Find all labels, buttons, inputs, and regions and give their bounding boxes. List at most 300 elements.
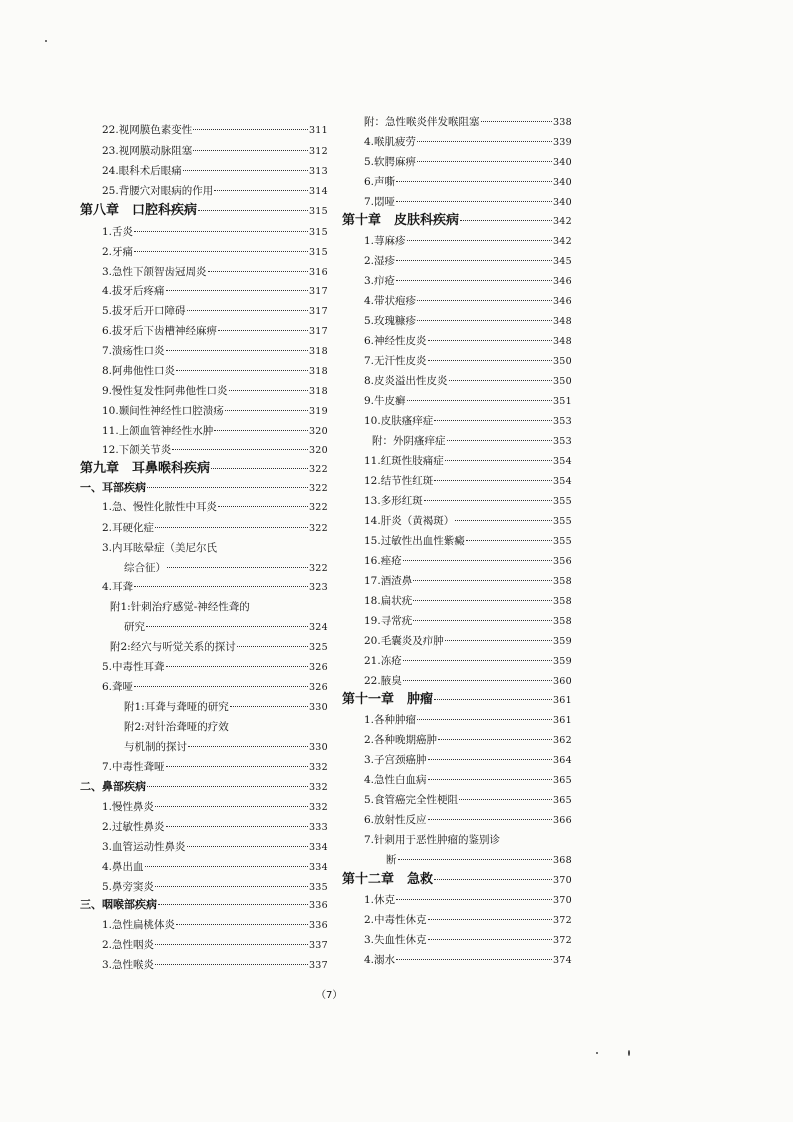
toc-page-number: 358 — [552, 576, 572, 587]
toc-entry-title: 10.皮肤瘙痒症 — [364, 415, 434, 427]
toc-entry-title: 第十一章 肿瘤 — [342, 692, 434, 707]
toc-entry — [342, 933, 572, 948]
toc-page-number: 320 — [308, 426, 328, 437]
toc-dot-leader — [166, 666, 308, 667]
toc-entry-title: 23.视网膜动脉阻塞 — [102, 145, 193, 157]
toc-dot-leader — [417, 719, 552, 720]
toc-entry-title: 3.内耳眩晕症（美尼尔氏 — [102, 542, 218, 554]
toc-dot-leader — [193, 150, 308, 151]
toc-page-number: 318 — [308, 346, 328, 357]
toc-dot-leader — [407, 240, 552, 241]
toc-page-number: 332 — [308, 782, 328, 793]
toc-page-number: 350 — [552, 356, 572, 367]
toc-dot-leader — [158, 904, 308, 905]
toc-page-number: 322 — [308, 523, 328, 534]
toc-entry-title: 24.眼科术后眼痛 — [102, 165, 182, 177]
toc-entry-title: 4.带状疱疹 — [364, 295, 417, 307]
toc-page-number: 356 — [552, 556, 572, 567]
toc-entry — [342, 913, 572, 928]
toc-entry-title: 附1:耳聋与聋哑的研究 — [124, 701, 229, 713]
toc-entry-title: 19.寻常疣 — [364, 615, 413, 627]
toc-entry — [80, 324, 328, 339]
toc-dot-leader — [428, 939, 552, 940]
toc-entry-title: 2.急性咽炎 — [102, 939, 155, 951]
toc-entry — [80, 840, 328, 855]
toc-page-number: 353 — [552, 416, 572, 427]
toc-entry-title: 1.舌炎 — [102, 226, 134, 238]
toc-entry — [80, 938, 328, 953]
toc-entry-title: 综合征） — [124, 562, 166, 574]
toc-entry-title: 5.鼻旁窦炎 — [102, 881, 155, 893]
toc-entry-title: 6.放射性反应 — [364, 814, 427, 826]
toc-entry — [342, 793, 572, 808]
toc-entry — [80, 184, 328, 199]
toc-entry-title: 18.扁状疣 — [364, 595, 413, 607]
toc-entry-title: 1.慢性鼻炎 — [102, 801, 155, 813]
toc-entry-title: 7.溃疡性口炎 — [102, 345, 165, 357]
toc-dot-leader — [428, 919, 552, 920]
toc-page-number: 330 — [308, 742, 328, 753]
toc-entry-title: 第十二章 急救 — [342, 872, 434, 887]
toc-entry-title: 21.冻疮 — [364, 655, 402, 667]
toc-page-number: 311 — [308, 125, 328, 136]
toc-dot-leader — [424, 500, 552, 501]
toc-entry — [80, 580, 328, 595]
toc-page-number: 326 — [308, 662, 328, 673]
toc-dot-leader — [167, 567, 308, 568]
toc-entry — [342, 733, 572, 748]
toc-page-number: 315 — [308, 227, 328, 238]
toc-entry-title: 11.红斑性肢痛症 — [364, 455, 444, 467]
toc-entry-title: 4.鼻出血 — [102, 861, 144, 873]
toc-entry-title: 7.针刺用于恶性肿瘤的鉴别诊 — [364, 834, 501, 846]
toc-dot-leader — [147, 786, 308, 787]
toc-dot-leader — [155, 944, 308, 945]
toc-entry — [80, 760, 328, 775]
toc-entry — [80, 820, 328, 835]
toc-entry — [80, 660, 328, 675]
toc-dot-leader — [134, 586, 308, 587]
toc-entry — [342, 813, 572, 828]
toc-entry-title: 6.声嘶 — [364, 176, 396, 188]
toc-dot-leader — [413, 620, 552, 621]
toc-page-number: 372 — [552, 915, 572, 926]
toc-page-number: 345 — [552, 256, 572, 267]
toc-entry-title: 附2:经穴与听觉关系的探讨 — [110, 641, 236, 653]
toc-entry-title: 断 — [386, 854, 397, 866]
toc-entry — [342, 274, 572, 289]
toc-entry — [80, 123, 328, 138]
toc-dot-leader — [172, 449, 308, 450]
toc-dot-leader — [188, 746, 308, 747]
toc-entry — [342, 334, 572, 349]
toc-entry — [342, 115, 572, 130]
toc-dot-leader — [396, 899, 552, 900]
toc-dot-leader — [466, 540, 552, 541]
toc-entry-title: 4.溺水 — [364, 954, 396, 966]
toc-entry — [342, 175, 572, 190]
toc-dot-leader — [403, 660, 552, 661]
scan-speck — [45, 40, 47, 42]
toc-page-number: 316 — [308, 267, 328, 278]
toc-page-number: 335 — [308, 882, 328, 893]
toc-entry — [80, 500, 328, 515]
toc-entry — [80, 600, 328, 614]
toc-entry — [80, 144, 328, 159]
toc-entry-title: 3.疖疮 — [364, 275, 396, 287]
toc-entry — [342, 674, 572, 689]
toc-dot-leader — [417, 161, 552, 162]
toc-dot-leader — [396, 260, 552, 261]
toc-page-number: 342 — [552, 216, 572, 227]
toc-entry-title: 11.上颌血管神经性水肿 — [102, 425, 214, 437]
toc-dot-leader — [176, 370, 308, 371]
toc-dot-leader — [481, 121, 552, 122]
toc-dot-leader — [398, 859, 552, 860]
toc-entry-title: 第八章 口腔科疾病 — [80, 203, 198, 218]
toc-entry-title: 4.耳聋 — [102, 581, 134, 593]
toc-entry — [80, 880, 328, 895]
toc-entry-title: 第九章 耳鼻喉科疾病 — [80, 461, 211, 476]
toc-entry-title: 8.阿弗他性口炎 — [102, 365, 176, 377]
toc-dot-leader — [229, 390, 308, 391]
toc-page-number: 324 — [308, 622, 328, 633]
toc-entry — [80, 304, 328, 319]
toc-dot-leader — [230, 706, 308, 707]
toc-entry — [80, 720, 328, 734]
toc-entry — [80, 384, 328, 399]
toc-entry — [342, 634, 572, 649]
toc-dot-leader — [134, 251, 308, 252]
toc-entry-title: 1.急、慢性化脓性中耳炎 — [102, 501, 218, 513]
toc-entry-title: 4.急性白血病 — [364, 774, 427, 786]
toc-page-number: 323 — [308, 582, 328, 593]
toc-page-number: 360 — [552, 676, 572, 687]
toc-dot-leader — [428, 360, 552, 361]
toc-page-number: 340 — [552, 157, 572, 168]
toc-entry-title: 22.视网膜色素变性 — [102, 124, 193, 136]
toc-entry-title: 二、鼻部疾病 — [80, 780, 146, 793]
toc-page-number: 339 — [552, 137, 572, 148]
toc-page-number: 361 — [552, 695, 572, 706]
toc-dot-leader — [166, 766, 308, 767]
toc-dot-leader — [187, 310, 308, 311]
toc-entry-title: 12.下颌关节炎 — [102, 444, 172, 456]
toc-page-number: 340 — [552, 177, 572, 188]
toc-dot-leader — [134, 231, 308, 232]
toc-page-number: 318 — [308, 386, 328, 397]
toc-dot-leader — [417, 320, 552, 321]
toc-entry — [80, 640, 328, 655]
toc-entry-title: 3.子宫颈癌肿 — [364, 754, 427, 766]
toc-entry-title: 8.皮炎溢出性皮炎 — [364, 375, 448, 387]
toc-page-number: 348 — [552, 336, 572, 347]
toc-page-number: 337 — [308, 940, 328, 951]
toc-entry — [342, 614, 572, 629]
toc-page-number: 355 — [552, 536, 572, 547]
toc-dot-leader — [166, 350, 308, 351]
toc-entry — [342, 374, 572, 389]
toc-page-number: 325 — [308, 642, 328, 653]
toc-entry — [80, 860, 328, 875]
toc-entry — [342, 434, 572, 449]
toc-chapter-heading — [80, 462, 328, 477]
toc-dot-leader — [428, 340, 552, 341]
toc-entry — [342, 294, 572, 309]
toc-entry — [342, 454, 572, 469]
toc-page-number: 332 — [308, 762, 328, 773]
toc-dot-leader — [183, 170, 308, 171]
toc-page-number: 354 — [552, 476, 572, 487]
toc-page-number: 351 — [552, 396, 572, 407]
toc-page-number: 370 — [552, 895, 572, 906]
toc-page-number: 348 — [552, 316, 572, 327]
toc-page-number: 365 — [552, 775, 572, 786]
toc-page-number: 359 — [552, 636, 572, 647]
toc-entry-title: 6.聋哑 — [102, 681, 134, 693]
toc-page-number: 313 — [308, 166, 328, 177]
toc-entry-title: 5.拔牙后开口障碍 — [102, 305, 186, 317]
toc-dot-leader — [455, 520, 552, 521]
toc-dot-leader — [445, 460, 552, 461]
toc-chapter-heading — [342, 693, 572, 708]
toc-dot-leader — [403, 680, 552, 681]
toc-page-number: 322 — [308, 483, 328, 494]
toc-page-number: 354 — [552, 456, 572, 467]
toc-entry-title: 研究 — [124, 621, 145, 633]
toc-entry — [342, 654, 572, 669]
toc-page-number: 330 — [308, 702, 328, 713]
toc-dot-leader — [155, 527, 308, 528]
toc-page-number: 322 — [308, 563, 328, 574]
toc-entry — [342, 254, 572, 269]
toc-page-number: 365 — [552, 795, 572, 806]
toc-section-heading — [80, 481, 328, 496]
toc-page-number: 338 — [552, 117, 572, 128]
toc-dot-leader — [396, 280, 552, 281]
toc-entry-title: 5.食管癌完全性梗阻 — [364, 794, 459, 806]
toc-dot-leader — [434, 420, 552, 421]
toc-page-number: 333 — [308, 822, 328, 833]
toc-dot-leader — [434, 879, 552, 880]
toc-page-number: 315 — [308, 206, 328, 217]
toc-page-number: 355 — [552, 516, 572, 527]
toc-dot-leader — [428, 819, 552, 820]
toc-entry — [80, 958, 328, 973]
toc-page-number: 334 — [308, 842, 328, 853]
toc-entry — [80, 541, 328, 555]
toc-entry — [342, 394, 572, 409]
toc-page-number: 358 — [552, 596, 572, 607]
toc-dot-leader — [193, 129, 308, 130]
toc-entry-title: 附2:对针治聋哑的疗效 — [124, 721, 229, 733]
toc-entry — [80, 918, 328, 933]
toc-entry-title: 15.过敏性出血性紫癜 — [364, 535, 465, 547]
toc-dot-leader — [447, 440, 552, 441]
toc-entry-title: 9.牛皮癣 — [364, 395, 406, 407]
toc-entry — [342, 753, 572, 768]
toc-page-number: 364 — [552, 755, 572, 766]
toc-entry — [342, 195, 572, 210]
toc-page-number: 366 — [552, 815, 572, 826]
toc-entry — [342, 773, 572, 788]
toc-page-number: 317 — [308, 326, 328, 337]
toc-dot-leader — [145, 866, 308, 867]
scan-speck — [628, 1050, 630, 1056]
toc-dot-leader — [413, 580, 552, 581]
toc-dot-leader — [413, 600, 552, 601]
toc-entry-title: 1.各种肿瘤 — [364, 714, 417, 726]
toc-entry-title: 5.中毒性耳聋 — [102, 661, 165, 673]
toc-entry — [80, 620, 328, 635]
toc-page-number: 350 — [552, 376, 572, 387]
toc-entry — [80, 740, 328, 755]
toc-entry-title: 附：急性喉炎伴发喉阻塞 — [364, 116, 480, 128]
toc-entry — [342, 135, 572, 150]
toc-page-number: 318 — [308, 366, 328, 377]
toc-dot-leader — [449, 380, 552, 381]
toc-dot-leader — [218, 506, 308, 507]
toc-dot-leader — [134, 686, 308, 687]
toc-entry-title: 第十章 皮肤科疾病 — [342, 213, 460, 228]
toc-dot-leader — [438, 739, 552, 740]
toc-chapter-heading — [342, 873, 572, 888]
scan-speck — [596, 1052, 598, 1054]
toc-entry — [80, 443, 328, 458]
toc-dot-leader — [214, 190, 308, 191]
toc-entry-title: 9.慢性复发性阿弗他性口炎 — [102, 385, 228, 397]
toc-entry — [80, 164, 328, 179]
toc-page-number: 315 — [308, 247, 328, 258]
toc-dot-leader — [155, 886, 308, 887]
toc-entry-title: 2.湿疹 — [364, 255, 396, 267]
toc-entry — [342, 713, 572, 728]
toc-page-number: 374 — [552, 955, 572, 966]
toc-page-number: 361 — [552, 715, 572, 726]
toc-entry — [80, 245, 328, 260]
toc-page-number: 337 — [308, 960, 328, 971]
toc-entry — [80, 424, 328, 439]
toc-entry-title: 3.血管运动性鼻炎 — [102, 841, 186, 853]
toc-page-number: 370 — [552, 875, 572, 886]
toc-page-number: 346 — [552, 276, 572, 287]
toc-dot-leader — [396, 201, 552, 202]
toc-dot-leader — [445, 640, 552, 641]
toc-entry — [342, 414, 572, 429]
toc-entry — [80, 680, 328, 695]
toc-page-number: 358 — [552, 616, 572, 627]
toc-page-number: 319 — [308, 406, 328, 417]
toc-entry — [342, 574, 572, 589]
toc-entry-title: 7.中毒性聋哑 — [102, 761, 165, 773]
toc-dot-leader — [218, 330, 308, 331]
toc-entry — [342, 534, 572, 549]
toc-dot-leader — [396, 181, 552, 182]
toc-entry — [80, 225, 328, 240]
toc-section-heading — [80, 898, 328, 913]
toc-entry-title: 4.喉肌疲劳 — [364, 136, 417, 148]
toc-dot-leader — [237, 646, 308, 647]
toc-entry — [80, 700, 328, 715]
toc-dot-leader — [407, 400, 552, 401]
toc-entry-title: 20.毛囊炎及疖肿 — [364, 635, 444, 647]
toc-entry-title: 6.神经性皮炎 — [364, 335, 427, 347]
toc-entry — [342, 314, 572, 329]
toc-dot-leader — [155, 964, 308, 965]
toc-page-number: 368 — [552, 855, 572, 866]
toc-entry-title: 4.拔牙后疼痛 — [102, 285, 165, 297]
toc-dot-leader — [147, 487, 308, 488]
toc-chapter-heading — [80, 204, 328, 219]
toc-entry-title: 16.痤疮 — [364, 555, 402, 567]
toc-page-number: 332 — [308, 802, 328, 813]
toc-page-number: 326 — [308, 682, 328, 693]
toc-entry-title: 2.过敏性鼻炎 — [102, 821, 165, 833]
toc-entry-title: 与机制的探讨 — [124, 741, 187, 753]
toc-entry-title: 12.结节性红斑 — [364, 475, 434, 487]
toc-entry-title: 1.荨麻疹 — [364, 235, 406, 247]
toc-dot-leader — [214, 430, 308, 431]
toc-entry — [342, 514, 572, 529]
toc-dot-leader — [208, 271, 308, 272]
toc-entry-title: 6.拔牙后下齿槽神经麻痹 — [102, 325, 218, 337]
toc-entry-title: 5.软腭麻痹 — [364, 156, 417, 168]
toc-entry-title: 2.各种晚期癌肿 — [364, 734, 438, 746]
toc-entry-title: 7.无汗性皮炎 — [364, 355, 427, 367]
toc-entry — [342, 554, 572, 569]
toc-dot-leader — [155, 806, 308, 807]
toc-dot-leader — [146, 626, 308, 627]
toc-page-number: 334 — [308, 862, 328, 873]
toc-page-number: 372 — [552, 935, 572, 946]
toc-dot-leader — [211, 468, 308, 469]
toc-entry-title: 7.悶哑 — [364, 196, 396, 208]
toc-entry — [80, 404, 328, 419]
toc-page-number: 322 — [308, 464, 328, 475]
toc-dot-leader — [428, 759, 552, 760]
toc-entry — [342, 354, 572, 369]
toc-page-number: 342 — [552, 236, 572, 247]
toc-page-number: 322 — [308, 502, 328, 513]
toc-entry-title: 25.背腰穴对眼病的作用 — [102, 185, 214, 197]
toc-entry-title: 2.耳硬化症 — [102, 522, 155, 534]
toc-chapter-heading — [342, 214, 572, 229]
toc-entry-title: 5.玫瑰糠疹 — [364, 315, 417, 327]
toc-page-number: 346 — [552, 296, 572, 307]
toc-dot-leader — [459, 799, 552, 800]
toc-entry — [80, 561, 328, 576]
toc-entry-title: 2.牙痛 — [102, 246, 134, 258]
toc-entry-title: 2.中毒性休克 — [364, 914, 427, 926]
toc-entry-title: 1.急性扁桃体炎 — [102, 919, 176, 931]
toc-entry-title: 3.急性下颌智齿冠周炎 — [102, 266, 207, 278]
toc-dot-leader — [434, 480, 552, 481]
toc-page-number: 362 — [552, 735, 572, 746]
toc-page-number: 312 — [308, 146, 328, 157]
toc-entry — [80, 800, 328, 815]
toc-entry — [342, 853, 572, 868]
toc-entry-title: 附：外阴瘙痒症 — [372, 435, 446, 447]
toc-section-heading — [80, 780, 328, 795]
toc-entry — [80, 364, 328, 379]
toc-page-number: 353 — [552, 436, 572, 447]
toc-entry — [342, 953, 572, 968]
toc-entry-title: 附1:针刺治疗感觉-神经性聋的 — [110, 601, 250, 613]
toc-page-number: 317 — [308, 306, 328, 317]
toc-entry — [80, 265, 328, 280]
toc-page-number: 336 — [308, 900, 328, 911]
toc-dot-leader — [460, 220, 552, 221]
